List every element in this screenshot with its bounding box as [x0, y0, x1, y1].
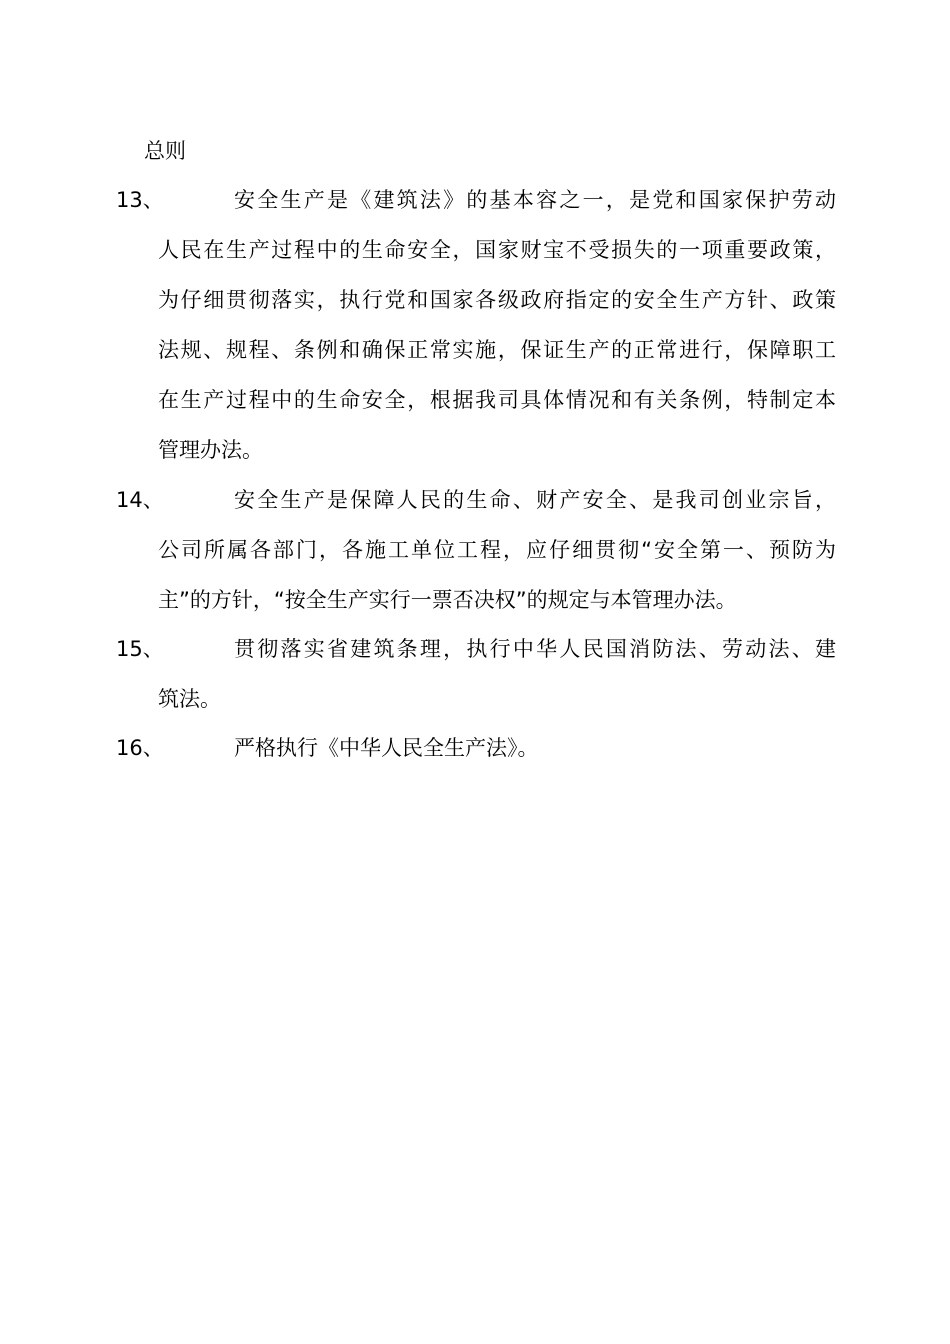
article-line: 严格执行《中华人民全生产法》。: [234, 736, 539, 760]
article-line: 主”的方针，“按全生产实行一票否决权”的规定与本管理办法。: [158, 588, 737, 612]
article-13: [116, 175, 836, 475]
article-15: [116, 624, 836, 724]
article-number: 13、: [116, 188, 164, 212]
article-number: 14、: [116, 488, 164, 512]
article-line: 安全生产是保障人民的生命、财产安全、是我司创业宗旨，: [234, 488, 836, 512]
article-line: 在生产过程中的生命安全，根据我司具体情况和有关条例，特制定本: [158, 388, 836, 412]
article-number: 15、: [116, 637, 164, 661]
section-heading: 总则: [144, 139, 186, 163]
article-number: 16、: [116, 736, 164, 760]
article-line: 管理办法。: [158, 438, 263, 462]
article-line: 公司所属各部门，各施工单位工程，应仔细贯彻“安全第一、预防为: [158, 538, 836, 562]
article-line: 为仔细贯彻落实，执行党和国家各级政府指定的安全生产方针、政策: [158, 288, 836, 312]
article-16: [116, 723, 836, 773]
article-14: [116, 475, 836, 625]
article-line: 贯彻落实省建筑条理，执行中华人民国消防法、劳动法、建: [234, 637, 836, 661]
article-line: 法规、规程、条例和确保正常实施，保证生产的正常进行，保障职工: [158, 338, 836, 362]
article-line: 安全生产是《建筑法》的基本容之一，是党和国家保护劳动: [234, 188, 836, 212]
article-line: 人民在生产过程中的生命安全，国家财宝不受损失的一项重要政策，: [158, 238, 836, 262]
article-line: 筑法。: [158, 687, 221, 711]
